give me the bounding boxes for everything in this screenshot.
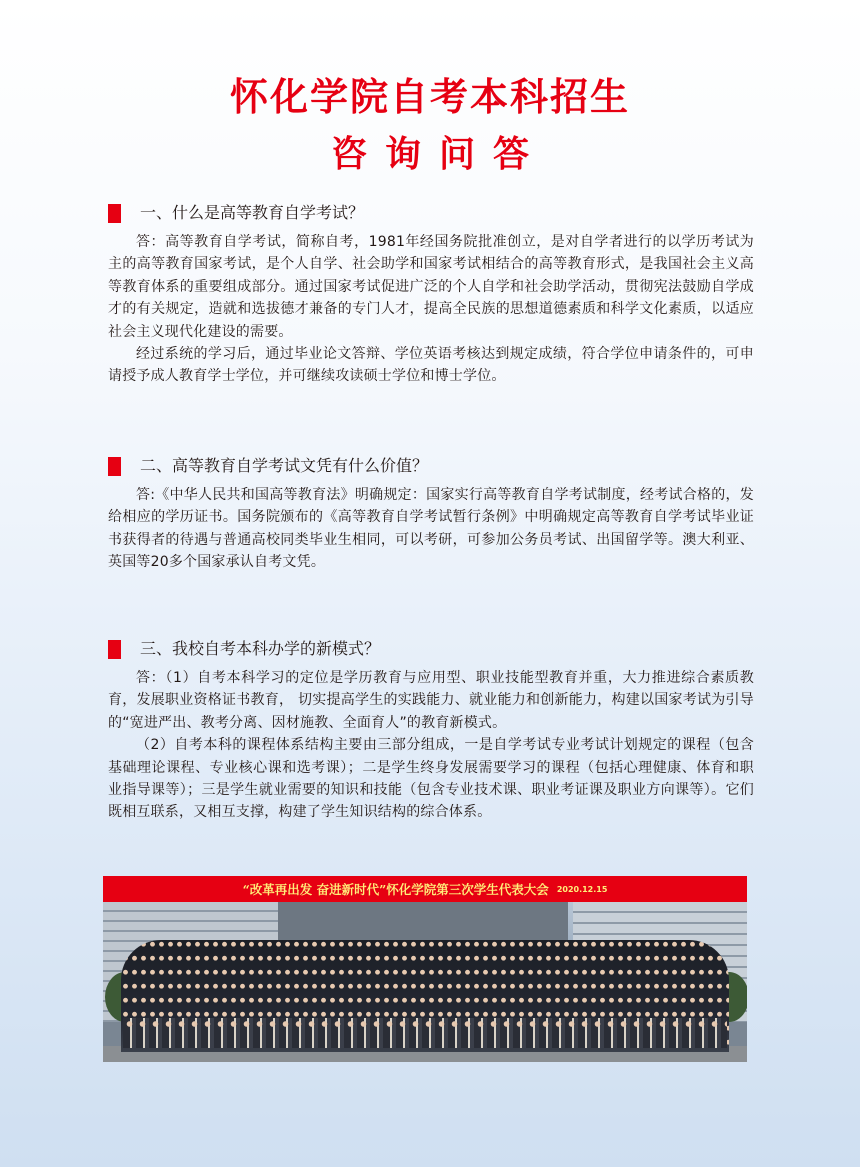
answer-paragraph: 答：高等教育自学考试，简称自考，1981年经国务院批准创立，是对自学者进行的以学历考试为主的高等教育国家考试，是个人自学、社会助学和国家考试相结合的高等教育形式，是我国社会主义高等教育体系的重要组成部分。通过国家考试促进广泛的个人自学和社会助学活动，贯彻宪法鼓励自学成才的有关规定，造就和选拔德才兼备的专门人才，提高全民族的思想道德素质和科学文化素质，以适应社会主义现代化建设的需要。: [108, 234, 754, 340]
section-title: 三、我校自考本科办学的新模式？: [140, 639, 381, 658]
page-subtitle: 咨询问答: [330, 134, 547, 175]
section-marker: [108, 204, 121, 223]
section-heading: [108, 637, 754, 663]
section-new-model: [108, 637, 754, 824]
answer-paragraph: （2）自考本科的课程体系结构主要由三部分组成，一是自学考试专业考试计划规定的课程（包含基础理论课程、专业核心课和选考课）；二是学生终身发展需要学习的课程（包括心理健康、体育和职业指导课等）；三是学生就业需要的知识和技能（包含专业技术课、职业考证课及职业方向课等）。它们既相互联系，又相互支撑，构建了学生知识结构的综合体系。: [108, 737, 754, 821]
photo-banner: [103, 876, 747, 902]
section-marker: [108, 457, 121, 476]
answer-paragraph: 答:《中华人民共和国高等教育法》明确规定：国家实行高等教育自学考试制度，经考试合格的，发给相应的学历证书。国务院颁布的《高等教育自学考试暂行条例》中明确规定高等教育自学考试毕业证书获得者的待遇与普通高校同类毕业生相同，可以考研，可参加公务员考试、出国留学等。澳大利亚、英国等20多个国家承认自考文凭。: [108, 487, 754, 571]
section-marker: [108, 640, 121, 659]
group-photo: [103, 876, 747, 1062]
page-title: 怀化学院自考本科招生: [229, 75, 630, 119]
section-title: 一、什么是高等教育自学考试？: [140, 203, 365, 222]
section-heading: [108, 201, 754, 227]
banner-date: 2020.12.15: [556, 884, 608, 894]
banner-text: “改革再出发 奋进新时代”怀化学院第三次学生代表大会: [242, 882, 549, 897]
section-heading: [108, 454, 754, 480]
photo-front-row: [123, 1018, 727, 1048]
answer-paragraph: 经过系统的学习后，通过毕业论文答辩、学位英语考核达到规定成绩，符合学位申请条件的，可申请授予成人教育学士学位，并可继续攻读硕士学位和博士学位。: [108, 346, 754, 385]
section-what-is-self-study-exam: [108, 201, 754, 388]
section-diploma-value: [108, 454, 754, 574]
answer-paragraph: 答：（1）自考本科学习的定位是学历教育与应用型、职业技能型教育并重，大力推进综合素质教育，发展职业资格证书教育， 切实提高学生的实践能力、就业能力和创新能力，构建以国家考试为引导的“宽进严出、教考分离、因材施教、全面育人”的教育新模式。: [108, 670, 754, 731]
section-title: 二、高等教育自学考试文凭有什么价值？: [140, 456, 429, 475]
